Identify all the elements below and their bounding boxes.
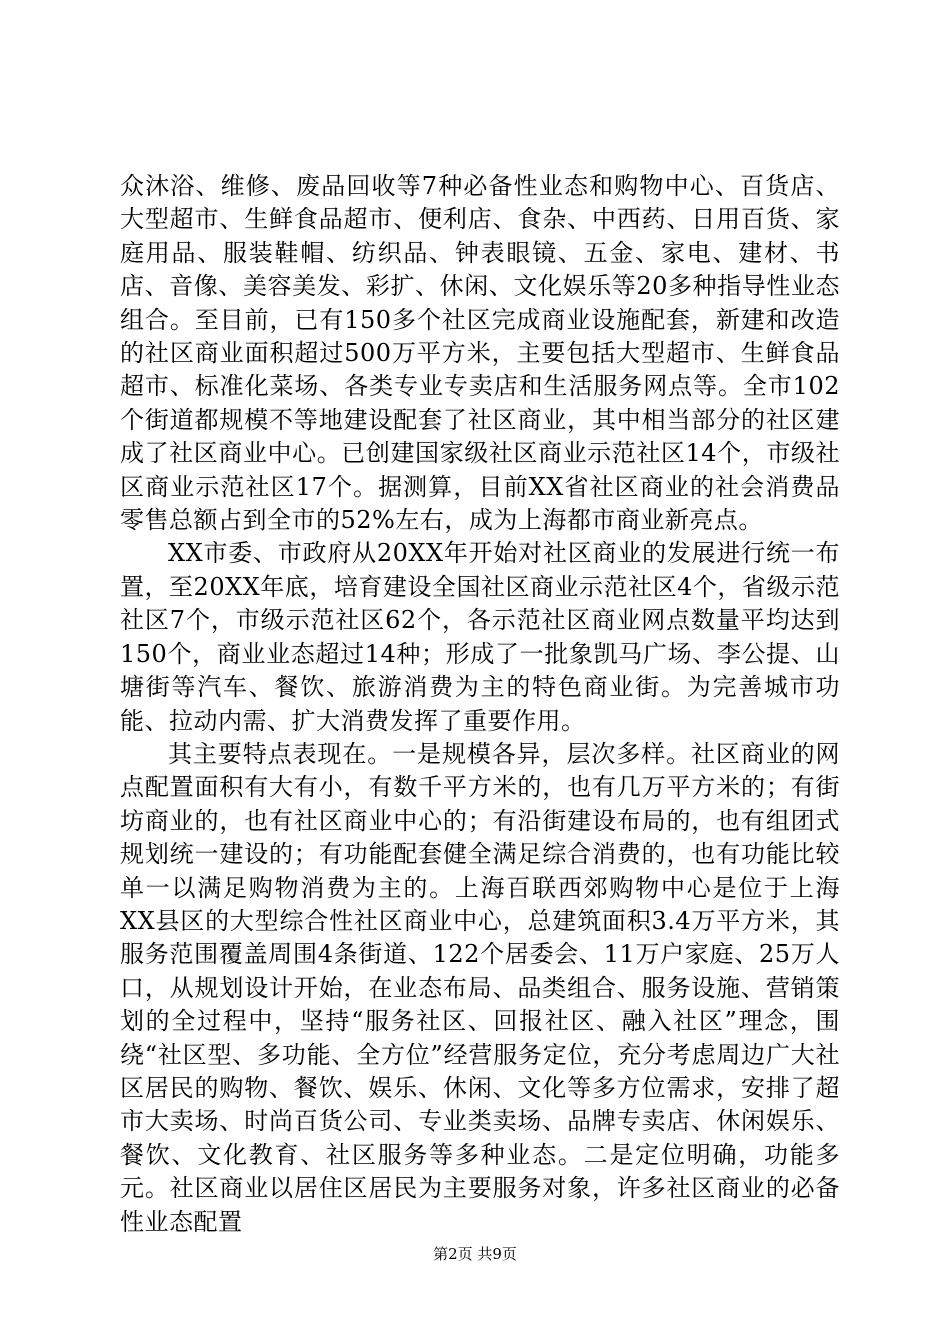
paragraph-2: XX市委、市政府从20XX年开始对社区商业的发展进行统一布置，至20XX年底，培育建设全国社区商业示范社区4个，省级示范社区7个，市级示范社区62个，各示范社区商业网点数量平均达到150个，商业业态超过14种；形成了一批象凯马广场、李公提、山塘街等汽车、餐饮、旅游消费为主的特色商业街。为完善城市功能、拉动内需、扩大消费发挥了重要作用。 — [120, 539, 840, 735]
paragraph-3: 其主要特点表现在。一是规模各异，层次多样。社区商业的网点配置面积有大有小，有数千平方米的，也有几万平方米的；有街坊商业的，也有社区商业中心的；有沿街建设布局的，也有组团式规划统一建设的；有功能配套健全满足综合消费的，也有功能比较单一以满足购物消费为主的。上海百联西郊购物中心是位于上海XX县区的大型综合性社区商业中心，总建筑面积3.4万平方米，其服务范围覆盖周围4条街道、122个居委会、11万户家庭、25万人口，从规划设计开始，在业态布局、品类组合、服务设施、营销策划的全过程中，坚持“服务社区、回报社区、融入社区”理念，围绕“社区型、多功能、全方位”经营服务定位，充分考虑周边广大社区居民的购物、餐饮、娱乐、休闲、文化等多方位需求，安排了超市大卖场、时尚百货公司、专业类卖场、品牌专卖店、休闲娱乐、餐饮、文化教育、社区服务等多种业态。二是定位明确，功能多元。社区商业以居住区居民为主要服务对象，许多社区商业的必备性业态配置 — [120, 739, 840, 1236]
document-body — [120, 170, 840, 1239]
page-number-footer: 第2页 共9页 — [433, 1245, 517, 1263]
paragraph-1: 众沐浴、维修、废品回收等7种必备性业态和购物中心、百货店、大型超市、生鲜食品超市、便利店、食杂、中西药、日用百货、家庭用品、服装鞋帽、纺织品、钟表眼镜、五金、家电、建材、书店、音像、美容美发、彩扩、休闲、文化娱乐等20多种指导性业态组合。至目前，已有150多个社区完成商业设施配套，新建和改造的社区商业面积超过500万平方米，主要包括大型超市、生鲜食品超市、标准化菜场、各类专业专卖店和生活服务网点等。全市102个街道都规模不等地建设配套了社区商业，其中相当部分的社区建成了社区商业中心。已创建国家级社区商业示范社区14个，市级社区商业示范社区17个。据测算，目前XX省社区商业的社会消费品零售总额占到全市的52%左右，成为上海都市商业新亮点。 — [120, 172, 840, 535]
